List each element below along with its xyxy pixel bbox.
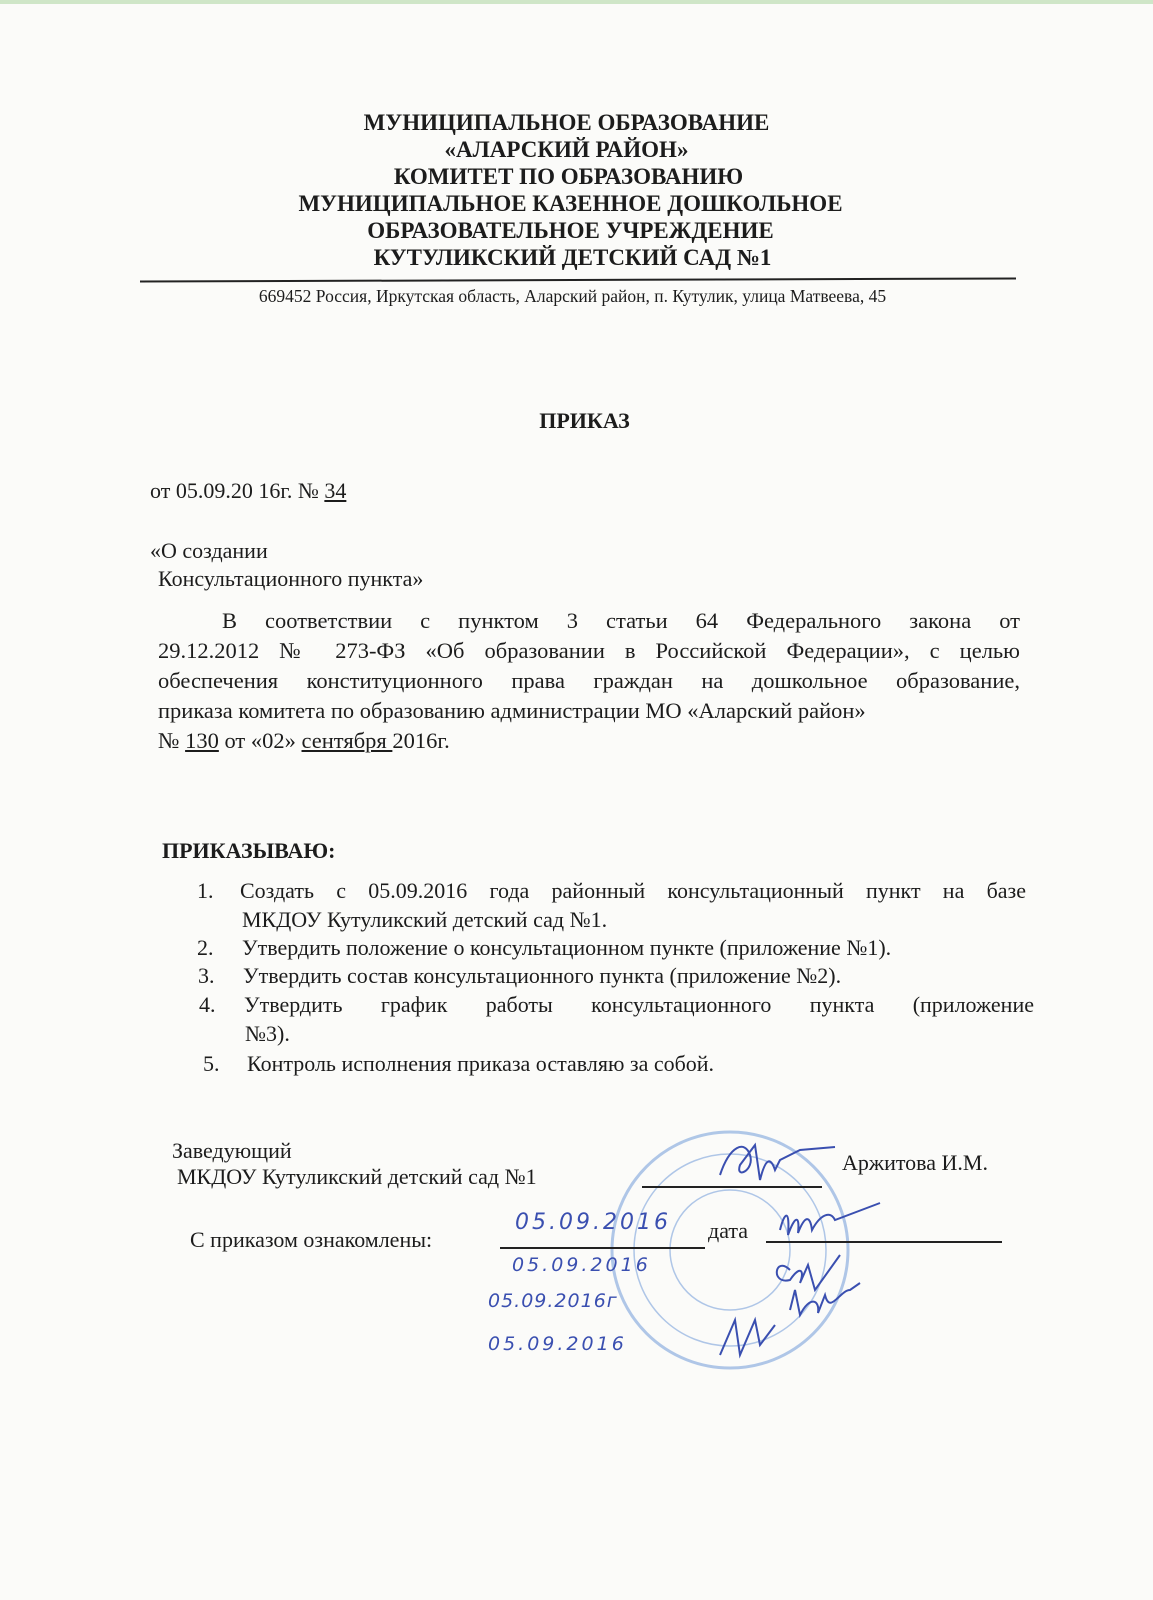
date-line [500, 1247, 705, 1249]
acknowledgement-label: С приказом ознакомлены: [190, 1227, 433, 1252]
handwritten-signatures [700, 1195, 900, 1385]
list-item-number: 4. [199, 992, 216, 1017]
header-line: КУТУЛИКСКИЙ ДЕТСКИЙ САД №1 [373, 245, 772, 270]
list-item-number: 3. [198, 963, 215, 988]
list-item-text: Утвердить график работы консультационного пункта (приложение [244, 992, 1034, 1017]
order-date-number: от 05.09.20 16г. № 34 [150, 478, 347, 503]
order-number: 34 [324, 478, 347, 503]
handwritten-date: 05.09.2016 [515, 1210, 671, 1235]
list-item-text: Контроль исполнения приказа оставляю за собой. [247, 1051, 715, 1076]
date-label: дата [708, 1218, 749, 1243]
document-title: ПРИКАЗ [539, 408, 630, 433]
subject-line: «О создании [150, 538, 268, 563]
header-line: ОБРАЗОВАТЕЛЬНОЕ УЧРЕЖДЕНИЕ [367, 218, 774, 243]
list-item-text: Утвердить положение о консультационном пункте (приложение №1). [242, 935, 892, 960]
header-line: МУНИЦИПАЛЬНОЕ КАЗЕННОЕ ДОШКОЛЬНОЕ [298, 191, 843, 216]
subject-line: Консультационного пункта» [158, 566, 424, 591]
list-item-number: 5. [203, 1051, 220, 1076]
header-divider [140, 277, 1016, 282]
list-item-text: №3). [245, 1021, 290, 1046]
signatory-position: Заведующий [172, 1138, 292, 1163]
handwritten-date: 05.09.2016г [488, 1290, 618, 1312]
list-item: 1. [197, 878, 214, 903]
header-line: «АЛАРСКИЙ РАЙОН» [444, 137, 689, 162]
list-item-text: Утвердить состав консультационного пункта (приложение №2). [243, 963, 842, 988]
preamble: В соответствии с пунктом 3 статьи 64 Федерального закона от 29.12.2012 № 273-ФЗ «Об образовании в Российской Федерации», с целью обеспечения конституционного права граждан на дошкольное образование, приказа комитета по образованию администрации МО «Аларский район» № 130 от «02» сентября 2016г. [158, 608, 1020, 753]
header-line: МУНИЦИПАЛЬНОЕ ОБРАЗОВАНИЕ [363, 110, 770, 135]
signatory-name: Аржитова И.М. [842, 1150, 988, 1175]
handwritten-signature [700, 1135, 840, 1195]
handwritten-date: 05.09.2016 [488, 1333, 627, 1355]
handwritten-date: 05.09.2016 [512, 1254, 651, 1276]
list-item-text: МКДОУ Кутуликский детский сад №1. [242, 907, 608, 932]
list-item-text: Создать с 05.09.2016 года районный консультационный пункт на базе [240, 878, 1026, 903]
order-heading: ПРИКАЗЫВАЮ: [162, 838, 336, 863]
signatory-organization: МКДОУ Кутуликский детский сад №1 [177, 1164, 537, 1189]
header-line: КОМИТЕТ ПО ОБРАЗОВАНИЮ [393, 164, 744, 189]
address: 669452 Россия, Иркутская область, Аларский район, п. Кутулик, улица Матвеева, 45 [258, 286, 887, 306]
scan-edge [0, 0, 1153, 4]
list-item-number: 2. [197, 935, 214, 960]
